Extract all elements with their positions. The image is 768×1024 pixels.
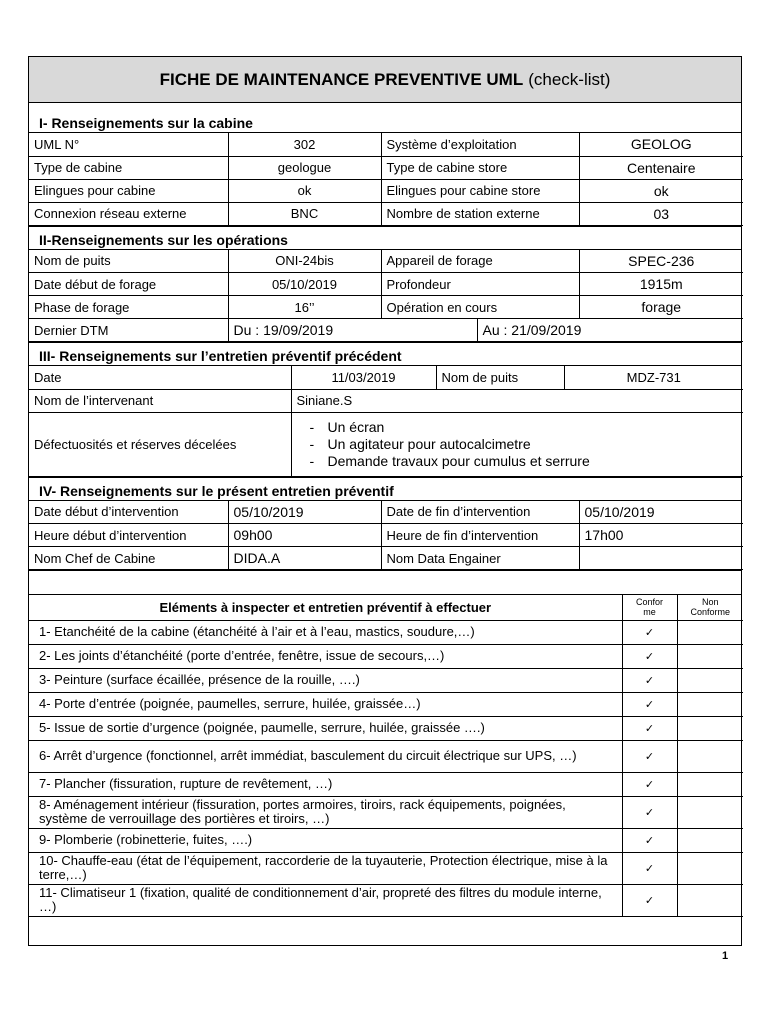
field-label: Type de cabine store — [381, 156, 579, 179]
non-conforme-cell[interactable] — [677, 852, 743, 884]
table-row — [29, 296, 743, 319]
check-icon[interactable]: ✓ — [622, 828, 677, 852]
non-conforme-cell[interactable] — [677, 796, 743, 828]
checklist-item: 10- Chauffe-eau (état de l’équipement, raccorderie de la tuyauterie, Protection électrique, mise à la terre,…) — [29, 852, 622, 884]
maintenance-form — [28, 56, 742, 946]
field-value: 05/10/2019 — [228, 273, 381, 296]
field-value: 1915m — [579, 273, 743, 296]
field-value: ok — [228, 179, 381, 202]
list-item: - Demande travaux pour cumulus et serrure — [328, 453, 739, 470]
form-title — [29, 57, 741, 103]
field-label: Date de fin d’intervention — [381, 501, 579, 524]
cabine-table — [29, 133, 743, 226]
field-label: Système d’exploitation — [381, 133, 579, 156]
field-label: Date début d’intervention — [29, 501, 228, 524]
field-label: Nom de puits — [29, 250, 228, 273]
checklist-header-row — [29, 595, 743, 620]
table-row — [29, 156, 743, 179]
field-label: Nom de l’intervenant — [29, 389, 291, 412]
field-label: Appareil de forage — [381, 250, 579, 273]
checklist-item: 7- Plancher (fissuration, rupture de revêtement, …) — [29, 772, 622, 796]
field-label: Nom Chef de Cabine — [29, 547, 228, 570]
non-conforme-cell[interactable] — [677, 692, 743, 716]
list-item: - Un agitateur pour autocalcimetre — [328, 436, 739, 453]
checklist-row — [29, 884, 743, 916]
field-value: GEOLOG — [579, 133, 743, 156]
field-label: Date — [29, 366, 291, 389]
table-row — [29, 501, 743, 524]
col-non-conforme: Non Conforme — [677, 595, 743, 620]
checklist-item: 4- Porte d’entrée (poignée, paumelles, serrure, huilée, graissée…) — [29, 692, 622, 716]
checklist-item: 1- Etanchéité de la cabine (étanchéité à l’air et à l’eau, mastics, soudure,…) — [29, 620, 622, 644]
checklist-item: 3- Peinture (surface écaillée, présence de la rouille, ….) — [29, 668, 622, 692]
check-icon[interactable]: ✓ — [622, 644, 677, 668]
field-label: Type de cabine — [29, 156, 228, 179]
checklist-row — [29, 716, 743, 740]
col-conforme: Confor me — [622, 595, 677, 620]
checklist-row — [29, 692, 743, 716]
field-label: Profondeur — [381, 273, 579, 296]
field-value: 11/03/2019 — [291, 366, 436, 389]
check-icon[interactable]: ✓ — [622, 772, 677, 796]
dtm-to: Au : 21/09/2019 — [477, 319, 743, 342]
field-label: Heure début d’intervention — [29, 524, 228, 547]
checklist-item: 2- Les joints d’étanchéité (porte d’entrée, fenêtre, issue de secours,…) — [29, 644, 622, 668]
check-icon[interactable]: ✓ — [622, 692, 677, 716]
non-conforme-cell[interactable] — [677, 740, 743, 772]
field-label: Heure de fin d’intervention — [381, 524, 579, 547]
section-heading-previous-maintenance: III- Renseignements sur l’entretien préventif précédent — [29, 342, 741, 366]
field-label: Défectuosités et réserves décelées — [29, 412, 291, 476]
field-value: SPEC-236 — [579, 250, 743, 273]
table-row — [29, 250, 743, 273]
field-value: Siniane.S — [291, 389, 743, 412]
checklist-row — [29, 740, 743, 772]
table-row — [29, 179, 743, 202]
checklist-item: 11- Climatiseur 1 (fixation, qualité de conditionnement d’air, propreté des filtres du module interne, …) — [29, 884, 622, 916]
non-conforme-cell[interactable] — [677, 772, 743, 796]
table-row — [29, 412, 743, 476]
previous-maintenance-table — [29, 366, 743, 477]
list-item: - Un écran — [328, 419, 739, 436]
table-row — [29, 524, 743, 547]
title-sub: (check-list) — [528, 69, 611, 89]
check-icon[interactable]: ✓ — [622, 716, 677, 740]
section-heading-cabine: I- Renseignements sur la cabine — [29, 103, 741, 133]
field-value: ok — [579, 179, 743, 202]
defects-list — [291, 412, 743, 476]
check-icon[interactable]: ✓ — [622, 668, 677, 692]
table-row — [29, 547, 743, 570]
non-conforme-cell[interactable] — [677, 620, 743, 644]
field-value: ONI-24bis — [228, 250, 381, 273]
field-value: DIDA.A — [228, 547, 381, 570]
check-icon[interactable]: ✓ — [622, 884, 677, 916]
check-icon[interactable]: ✓ — [622, 620, 677, 644]
check-icon[interactable]: ✓ — [622, 852, 677, 884]
field-value: MDZ-731 — [564, 366, 743, 389]
table-row — [29, 389, 743, 412]
section-heading-operations: II-Renseignements sur les opérations — [29, 226, 741, 250]
table-row — [29, 366, 743, 389]
non-conforme-cell[interactable] — [677, 828, 743, 852]
checklist-item: 8- Aménagement intérieur (fissuration, portes armoires, tiroirs, rack équipements, poignées, système de verrouillage des portières et tiroirs, …) — [29, 796, 622, 828]
checklist-row — [29, 644, 743, 668]
non-conforme-cell[interactable] — [677, 884, 743, 916]
checklist-item: 5- Issue de sortie d’urgence (poignée, paumelle, serrure, huilée, graissée ….) — [29, 716, 622, 740]
title-main: FICHE DE MAINTENANCE PREVENTIVE UML — [159, 69, 524, 89]
field-label: Nombre de station externe — [381, 202, 579, 225]
checklist-row — [29, 796, 743, 828]
field-label: Elingues pour cabine — [29, 179, 228, 202]
section-heading-current-maintenance: IV- Renseignements sur le présent entretien préventif — [29, 477, 741, 501]
check-icon[interactable]: ✓ — [622, 796, 677, 828]
field-value: 05/10/2019 — [579, 501, 743, 524]
field-label: Elingues pour cabine store — [381, 179, 579, 202]
table-row — [29, 133, 743, 156]
field-value: geologue — [228, 156, 381, 179]
checklist-row — [29, 668, 743, 692]
field-value: 09h00 — [228, 524, 381, 547]
field-label: Connexion réseau externe — [29, 202, 228, 225]
field-label: UML N° — [29, 133, 228, 156]
table-row — [29, 202, 743, 225]
field-label: Nom Data Engainer — [381, 547, 579, 570]
field-value: 302 — [228, 133, 381, 156]
spacer-row — [29, 570, 741, 595]
field-value: 16’’ — [228, 296, 381, 319]
field-label: Dernier DTM — [29, 319, 228, 342]
table-row — [29, 273, 743, 296]
checklist-row — [29, 828, 743, 852]
checklist-table — [29, 595, 743, 917]
checklist-item: 6- Arrêt d’urgence (fonctionnel, arrêt immédiat, basculement du circuit électrique sur UPS, …) — [29, 740, 622, 772]
field-value: forage — [579, 296, 743, 319]
field-value: BNC — [228, 202, 381, 225]
field-label: Opération en cours — [381, 296, 579, 319]
field-label: Date début de forage — [29, 273, 228, 296]
field-value: 03 — [579, 202, 743, 225]
field-value: Centenaire — [579, 156, 743, 179]
check-icon[interactable]: ✓ — [622, 740, 677, 772]
checklist-row — [29, 620, 743, 644]
field-value: 05/10/2019 — [228, 501, 381, 524]
field-value — [579, 547, 743, 570]
dtm-from: Du : 19/09/2019 — [228, 319, 477, 342]
page-number: 1 — [722, 950, 729, 962]
table-row — [29, 319, 743, 342]
field-label: Phase de forage — [29, 296, 228, 319]
operations-table — [29, 250, 743, 343]
non-conforme-cell[interactable] — [677, 644, 743, 668]
current-maintenance-table — [29, 501, 743, 571]
checklist-row — [29, 852, 743, 884]
non-conforme-cell[interactable] — [677, 668, 743, 692]
checklist-heading: Eléments à inspecter et entretien préventif à effectuer — [29, 595, 622, 620]
non-conforme-cell[interactable] — [677, 716, 743, 740]
checklist-item: 9- Plomberie (robinetterie, fuites, ….) — [29, 828, 622, 852]
checklist-row — [29, 772, 743, 796]
field-value: 17h00 — [579, 524, 743, 547]
field-label: Nom de puits — [436, 366, 564, 389]
